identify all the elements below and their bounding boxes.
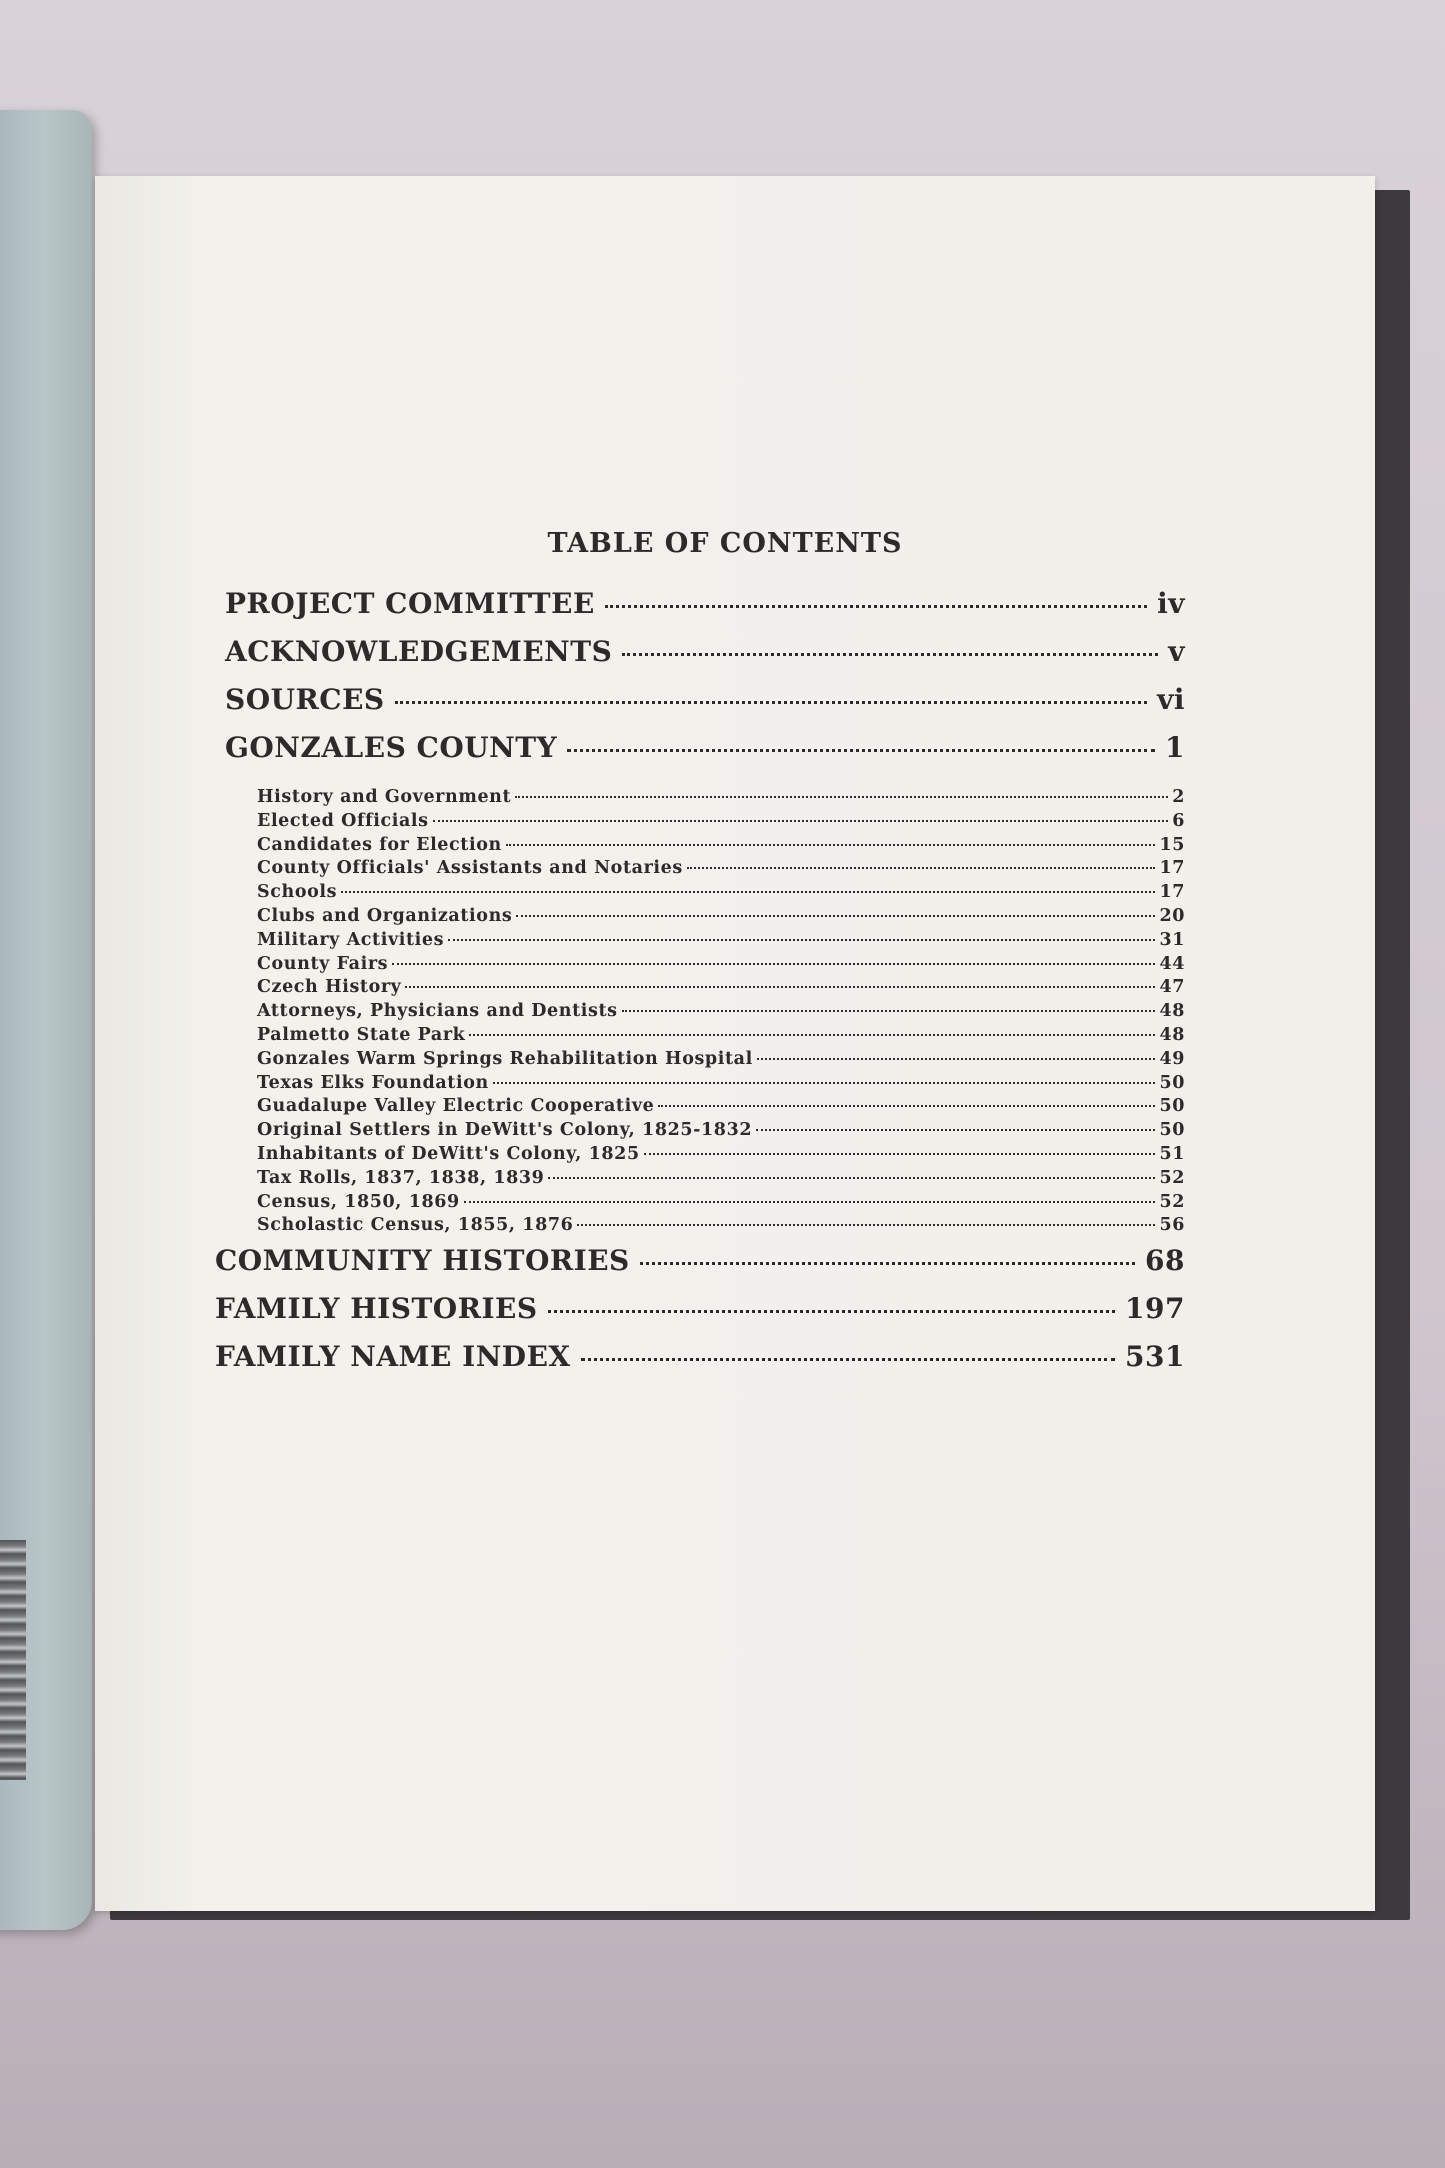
cover-ornament [0, 1540, 26, 1780]
toc-subentry [257, 881, 1185, 905]
dot-leader [658, 1105, 1155, 1107]
dot-leader [515, 796, 1168, 798]
subentry-page: 52 [1159, 1191, 1185, 1212]
toc-subentry [257, 810, 1185, 834]
subentry-label: Tax Rolls, 1837, 1838, 1839 [257, 1167, 545, 1188]
subentry-label: Original Settlers in DeWitt's Colony, 1825-1832 [257, 1120, 753, 1141]
dot-leader [605, 605, 1147, 608]
subentry-label: Schools [257, 882, 338, 903]
subentry-page: 49 [1159, 1048, 1185, 1069]
toc-subentry [257, 1024, 1185, 1048]
toc-entry [225, 683, 1185, 716]
subentry-page: 50 [1159, 1096, 1185, 1117]
subentry-label: Elected Officials [257, 810, 429, 831]
toc-entry [215, 1340, 1185, 1373]
subentry-label: Clubs and Organizations [257, 905, 513, 926]
subentry-label: Gonzales Warm Springs Rehabilitation Hospital [257, 1048, 753, 1069]
dot-leader [622, 1010, 1156, 1012]
toc-subentry [257, 1167, 1185, 1191]
dot-leader [581, 1358, 1115, 1361]
toc-subentry [257, 1000, 1185, 1024]
toc-subentry [257, 1143, 1185, 1167]
dot-leader [341, 891, 1155, 893]
dot-leader [548, 1177, 1155, 1179]
subentry-label: Census, 1850, 1869 [257, 1191, 460, 1212]
subsection-list [225, 786, 1185, 1238]
entry-label: FAMILY HISTORIES [215, 1292, 538, 1326]
subentry-page: 48 [1159, 1024, 1185, 1045]
toc-subentry [257, 1095, 1185, 1119]
toc-subentry [257, 1214, 1185, 1238]
subentry-page: 20 [1159, 905, 1185, 926]
subentry-label: History and Government [257, 787, 512, 807]
dot-leader [433, 820, 1169, 822]
subentry-label: Palmetto State Park [257, 1024, 466, 1045]
dot-leader [548, 1310, 1115, 1313]
dot-leader [567, 749, 1155, 752]
subentry-page: 17 [1159, 882, 1185, 903]
subentry-page: 31 [1159, 929, 1185, 950]
dot-leader [757, 1058, 1156, 1060]
subentry-page: 17 [1159, 858, 1185, 879]
subentry-page: 44 [1159, 953, 1185, 974]
subentry-page: 15 [1159, 834, 1185, 855]
toc-subentry [257, 976, 1185, 1000]
toc-subentry [257, 1191, 1185, 1215]
toc-title: TABLE OF CONTENTS [547, 528, 903, 559]
toc-entry [225, 635, 1185, 668]
entry-label: SOURCES [225, 683, 385, 716]
toc-subentry [257, 834, 1185, 858]
entry-label: PROJECT COMMITTEE [225, 587, 595, 620]
subentry-label: Scholastic Census, 1855, 1876 [257, 1215, 574, 1236]
dot-leader [464, 1201, 1156, 1203]
subentry-page: 50 [1159, 1072, 1185, 1093]
dot-leader [395, 701, 1147, 704]
toc-subentry [257, 1119, 1185, 1143]
dot-leader [469, 1034, 1155, 1036]
subentry-page: 50 [1159, 1120, 1185, 1141]
dot-leader [405, 986, 1155, 988]
subentry-page: 52 [1159, 1167, 1185, 1188]
subentry-label: Candidates for Election [257, 834, 502, 855]
toc-subentry [257, 857, 1185, 881]
entry-label: ACKNOWLEDGEMENTS [225, 635, 613, 668]
dot-leader [392, 963, 1155, 965]
major-entries-bottom [215, 1244, 1185, 1374]
table-of-contents [215, 528, 1185, 1388]
book-cover-edge [0, 110, 92, 1930]
subentry-label: Inhabitants of DeWitt's Colony, 1825 [257, 1143, 640, 1164]
toc-entry [215, 1244, 1185, 1277]
entry-page: 531 [1125, 1340, 1185, 1374]
entry-label: COMMUNITY HISTORIES [215, 1244, 630, 1278]
subentry-page: 48 [1159, 1001, 1185, 1022]
entry-page: v [1168, 635, 1185, 668]
toc-subentry [257, 1048, 1185, 1072]
entry-page: vi [1157, 683, 1185, 716]
toc-entry [225, 587, 1185, 620]
subentry-label: County Fairs [257, 953, 389, 974]
book-page [95, 176, 1375, 1911]
toc-subentry [257, 905, 1185, 929]
dot-leader [448, 939, 1155, 941]
entry-page: 1 [1165, 731, 1185, 764]
toc-subentry [257, 786, 1185, 810]
subentry-label: Czech History [257, 977, 402, 998]
subentry-label: Attorneys, Physicians and Dentists [257, 1001, 618, 1022]
dot-leader [644, 1153, 1156, 1155]
dot-leader [493, 1082, 1156, 1084]
entry-label: GONZALES COUNTY [225, 731, 558, 764]
subentry-page: 56 [1159, 1215, 1185, 1236]
subentry-page: 51 [1159, 1143, 1185, 1164]
dot-leader [640, 1262, 1135, 1265]
subentry-label: Texas Elks Foundation [257, 1072, 489, 1093]
subentry-page: 47 [1159, 977, 1185, 998]
dot-leader [622, 653, 1158, 656]
dot-leader [687, 867, 1156, 869]
major-entries-top [225, 587, 1185, 764]
entry-label: FAMILY NAME INDEX [215, 1340, 571, 1374]
entry-page: 197 [1125, 1292, 1185, 1326]
entry-page: 68 [1145, 1244, 1185, 1278]
dot-leader [756, 1129, 1155, 1131]
toc-subentry [257, 929, 1185, 953]
toc-subentry [257, 953, 1185, 977]
toc-subentry [257, 1072, 1185, 1096]
toc-entry [215, 1292, 1185, 1325]
subentry-page: 6 [1172, 810, 1185, 831]
toc-entry [225, 731, 1185, 764]
dot-leader [516, 915, 1155, 917]
subentry-page: 2 [1172, 787, 1185, 807]
subentry-label: Guadalupe Valley Electric Cooperative [257, 1096, 655, 1117]
subentry-label: County Officials' Assistants and Notaries [257, 858, 683, 879]
entry-page: iv [1157, 587, 1185, 620]
dot-leader [577, 1224, 1155, 1226]
dot-leader [506, 844, 1156, 846]
subentry-label: Military Activities [257, 929, 445, 950]
